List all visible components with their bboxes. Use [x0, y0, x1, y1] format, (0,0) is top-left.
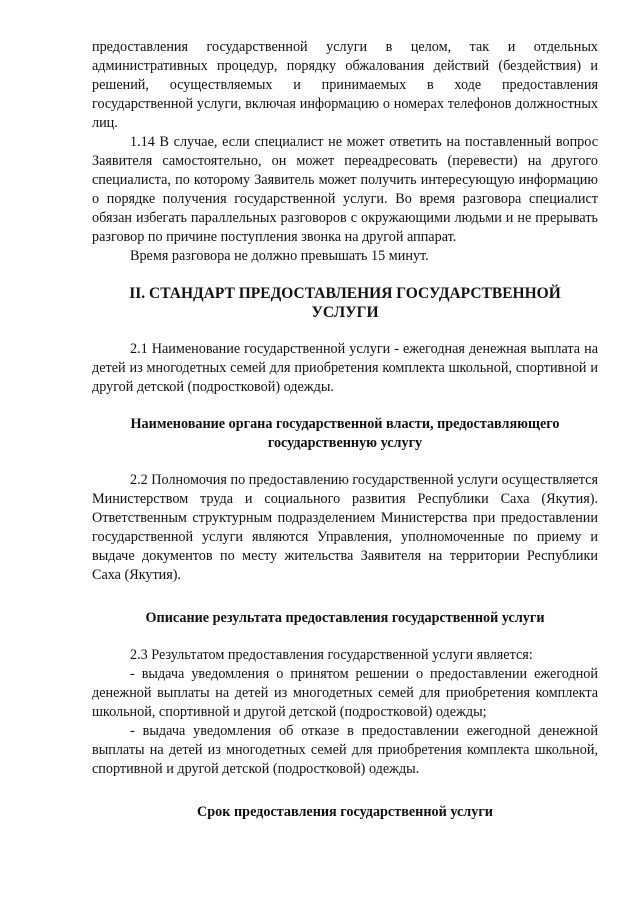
paragraph-2-2: 2.2 Полномочия по предоставлению государственной услуги осуществляется Министерством труда и социального развития Республики Саха (Якутия). Ответственным структурным подразделением Министерства при предоставлении государственной услуги являются Управления, уполномоченные по приему и выдаче документов по месту жительства Заявителя на территории Республики Саха (Якутия). [92, 472, 598, 583]
heading-term: Срок предоставления государственной услуги [197, 804, 493, 820]
paragraph-2-3: 2.3 Результатом предоставления государственной услуги является: [130, 647, 533, 663]
paragraph-result-approval: - выдача уведомления о принятом решении о предоставлении ежегодной денежной выплаты на детей из многодетных семей для приобретения комплекта школьной, спортивной и другой детской (подростковой) одежды; [92, 666, 598, 720]
paragraph-call-duration: Время разговора не должно превышать 15 минут. [130, 248, 429, 264]
paragraph-1-14: 1.14 В случае, если специалист не может ответить на поставленный вопрос Заявителя самостоятельно, он может переадресовать (перевести) на другого специалиста, по которому Заявитель может получить интересующую информацию о порядке получения государственной услуги. Во время разговора специалист обязан избегать параллельных разговоров с окружающими людьми и не прерывать разговор по причине поступления звонка на другой аппарат. [92, 134, 598, 245]
section-2-title [92, 284, 598, 322]
section-2-title-line-1: II. СТАНДАРТ ПРЕДОСТАВЛЕНИЯ ГОСУДАРСТВЕННОЙ [129, 285, 561, 302]
paragraph-2-1: 2.1 Наименование государственной услуги - ежегодная денежная выплата на детей из многодетных семей для приобретения комплекта школьной, спортивной и другой детской (подростковой) одежды. [92, 341, 598, 395]
paragraph-continuation: предоставления государственной услуги в целом, так и отдельных административных процедур, порядку обжалования действий (бездействия) и решений, осуществляемых и принимаемых в ходе предоставления государственной услуги, включая информацию о номерах телефонов должностных лиц. [92, 39, 598, 131]
paragraph-result-refusal: - выдача уведомления об отказе в предоставлении ежегодной денежной выплаты на детей из многодетных семей для приобретения комплекта школьной, спортивной и другой детской (подростковой) одежды. [92, 723, 598, 777]
section-2-title-line-2: УСЛУГИ [311, 304, 379, 321]
heading-result: Описание результата предоставления государственной услуги [145, 610, 545, 626]
heading-organ: Наименование органа государственной власти, предоставляющего государственную услугу [130, 416, 560, 451]
